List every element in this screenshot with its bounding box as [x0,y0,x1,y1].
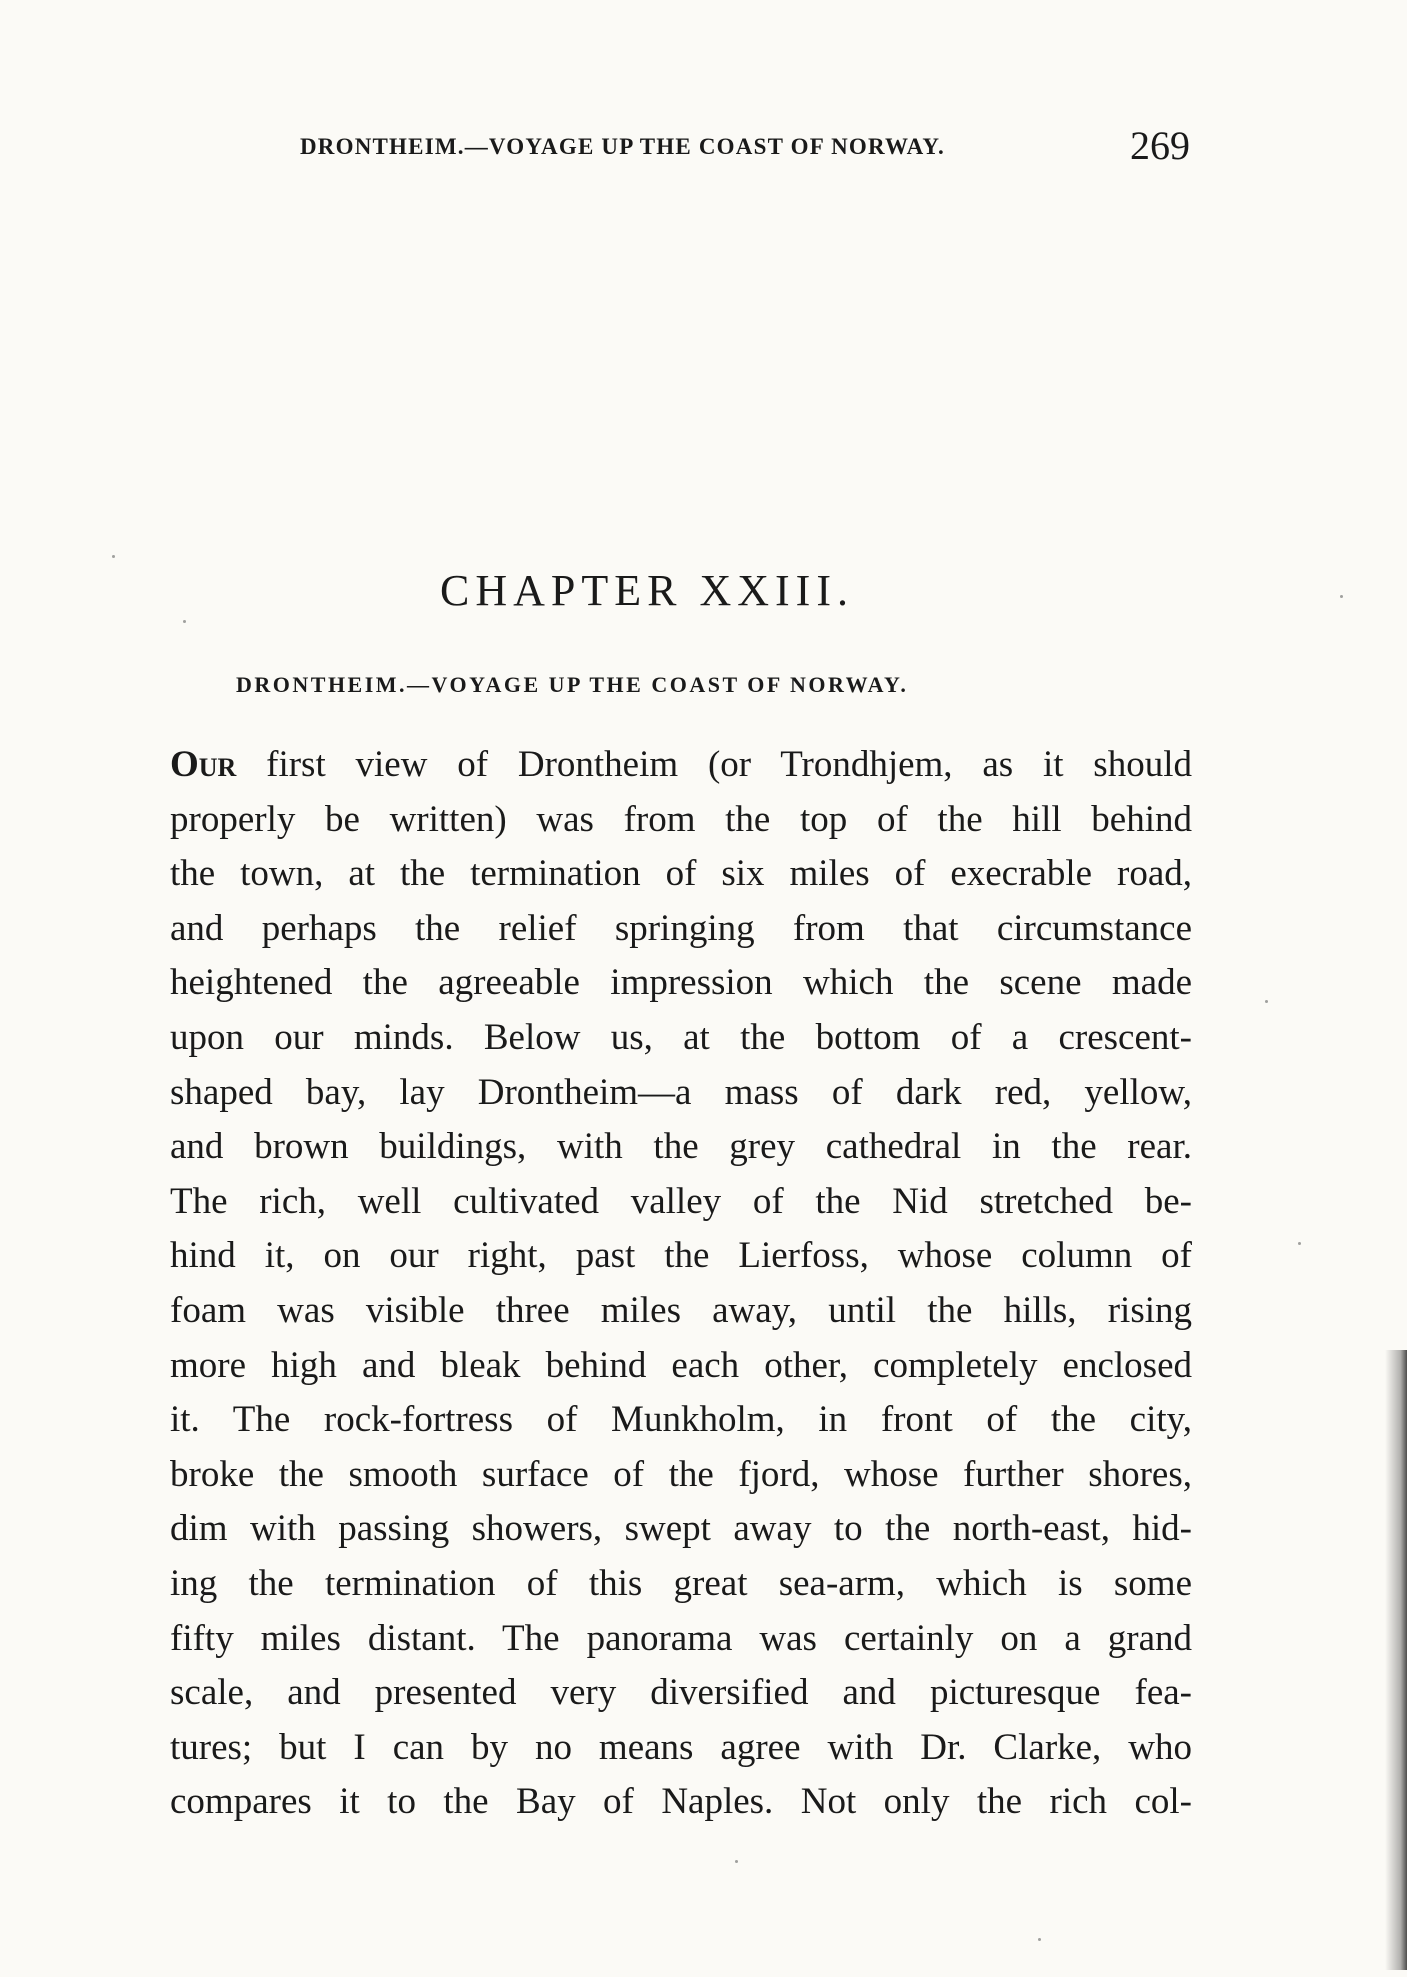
text-line: dim with passing showers, swept away to the north-east, hid- [170,1508,1192,1550]
chapter-heading: CHAPTER XXIII. [440,566,854,615]
text-line: foam was visible three miles away, until the hills, rising [170,1289,1192,1331]
text-line: and perhaps the relief springing from that circumstance [170,907,1192,949]
drop-word: Our [170,744,237,785]
page-edge-shadow [1385,1350,1407,1970]
text-line: heightened the agreeable impression which the scene made [170,962,1192,1004]
text-line: and brown buildings, with the grey cathedral in the rear. [170,1126,1192,1168]
text-line: tures; but I can by no means agree with Dr. Clarke, who [170,1726,1192,1768]
text-line: shaped bay, lay Drontheim—a mass of dark red, yellow, [170,1071,1192,1113]
text-line: fifty miles distant. The panorama was certainly on a grand [170,1617,1192,1659]
running-head [300,122,1190,172]
text-line: it. The rock-fortress of Munkholm, in front of the city, [170,1399,1192,1441]
text-line: ing the termination of this great sea-arm, which is some [170,1562,1192,1604]
scan-speck [183,620,186,623]
text-line: scale, and presented very diversified and picturesque fea- [170,1672,1192,1714]
scan-speck [1340,595,1343,598]
text-line: the town, at the termination of six miles of execrable road, [170,853,1192,895]
text-line [170,738,1192,793]
body-text [170,738,1192,1830]
scan-speck [735,1860,738,1863]
text-line: properly be written) was from the top of the hill behind [170,798,1192,840]
text-line: The rich, well cultivated valley of the Nid stretched be- [170,1180,1192,1222]
scan-speck [1265,1000,1268,1003]
text-line: compares it to the Bay of Naples. Not only the rich col- [170,1781,1192,1823]
text-line: more high and bleak behind each other, completely enclosed [170,1344,1192,1386]
text-line: hind it, on our right, past the Lierfoss, whose column of [170,1235,1192,1277]
text-line-content: first view of Drontheim (or Trondhjem, as it should [236,744,1192,785]
text-line: broke the smooth surface of the fjord, whose further shores, [170,1453,1192,1495]
scan-speck [1298,1242,1301,1245]
text-line: upon our minds. Below us, at the bottom of a crescent- [170,1016,1192,1058]
scan-speck [112,555,115,558]
chapter-subtitle: DRONTHEIM.—VOYAGE UP THE COAST OF NORWAY. [236,672,909,697]
running-title: DRONTHEIM.—VOYAGE UP THE COAST OF NORWAY. [300,134,945,159]
scan-speck [1038,1938,1041,1941]
page-number: 269 [1130,123,1190,168]
